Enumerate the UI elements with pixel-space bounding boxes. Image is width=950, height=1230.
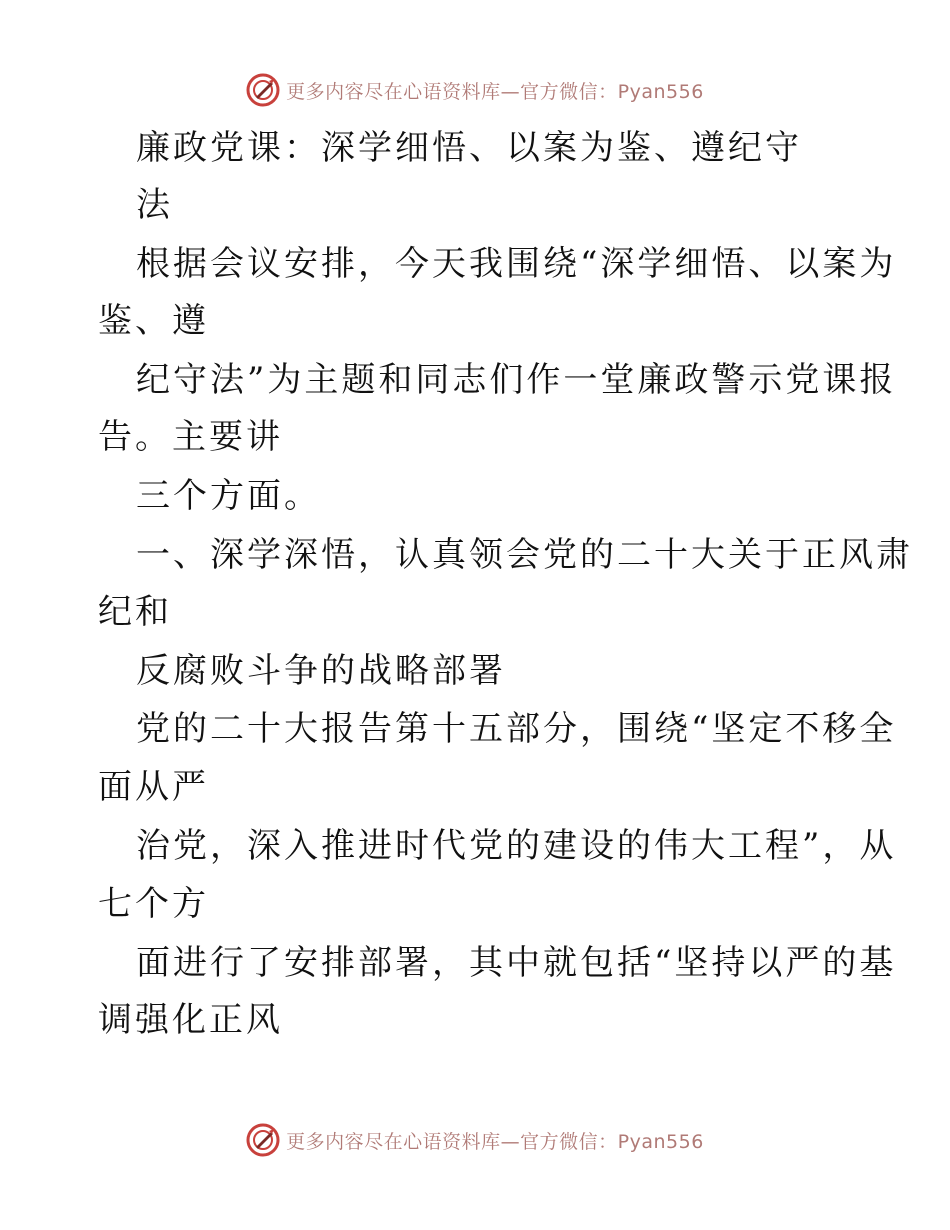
brand-logo-icon: [246, 1123, 280, 1157]
doc-line: 面进行了安排部署，其中就包括“坚持以严的基: [136, 943, 897, 983]
doc-line: 调强化正风: [98, 1000, 283, 1040]
doc-line: 治党，深入推进时代党的建设的伟大工程”，从: [136, 826, 897, 866]
doc-line: 七个方: [98, 884, 209, 924]
doc-line: 面从严: [98, 767, 209, 807]
doc-title-line-2: 法: [136, 185, 173, 225]
doc-section-heading-line-2: 纪和: [98, 592, 172, 632]
doc-line: 鉴、遵: [98, 301, 209, 341]
footer-banner-inner: [246, 1123, 704, 1157]
header-banner-text: 更多内容尽在心语资料库—官方微信：Pyan556: [286, 80, 704, 103]
doc-line: 纪守法”为主题和同志们作一堂廉政警示党课报: [136, 360, 897, 400]
brand-logo-icon: [246, 73, 280, 107]
doc-section-heading-line-1: 一、深学深悟，认真领会党的二十大关于正风肃: [136, 535, 913, 575]
doc-title-line-1: 廉政党课：深学细悟、以案为鉴、遵纪守: [136, 128, 802, 168]
header-banner: [0, 72, 950, 108]
header-banner-inner: [246, 73, 704, 107]
footer-banner: [0, 1122, 950, 1158]
doc-line: 党的二十大报告第十五部分，围绕“坚定不移全: [136, 709, 897, 749]
doc-line: 根据会议安排，今天我围绕“深学细悟、以案为: [136, 244, 897, 284]
doc-line: 三个方面。: [136, 476, 321, 516]
doc-line: 告。主要讲: [98, 417, 283, 457]
doc-section-heading-line-3: 反腐败斗争的战略部署: [136, 651, 506, 691]
footer-banner-text: 更多内容尽在心语资料库—官方微信：Pyan556: [286, 1130, 704, 1153]
